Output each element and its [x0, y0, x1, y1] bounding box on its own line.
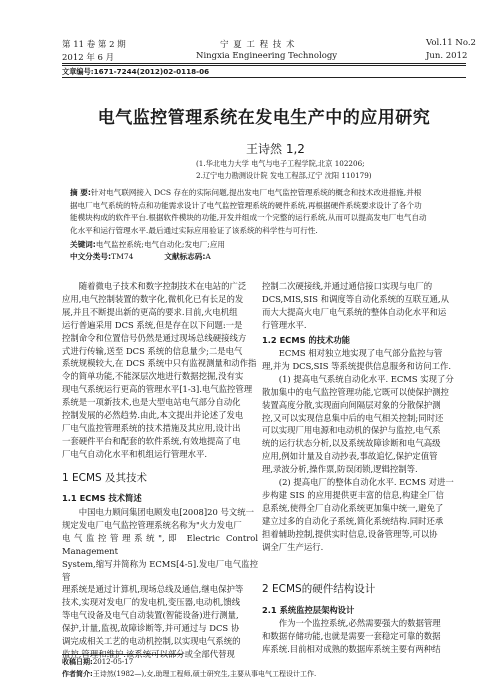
text-line: 作为一个监控系统,必然需要强大的数据管理 — [278, 618, 441, 628]
affiliation-2: 2.辽宁电力勘测设计院 发电工程部,辽宁 沈阳 110179) — [196, 171, 372, 180]
section-1-heading: 1 ECMS 及其技术 — [62, 472, 148, 484]
text-line: 控制二次硬接线,并通过通信接口实现与电厂的 — [262, 281, 433, 291]
footnote-author — [62, 669, 316, 679]
text-line: 散加集中的电气监控管理功能,它既可以使保护测控 — [262, 386, 449, 397]
left-column-intro — [62, 280, 258, 461]
text-line: 等电气设备及电气自动装置(智能设备)进行测量, — [62, 610, 239, 621]
keywords-label: 关键词: — [70, 240, 96, 249]
text-line: 建立过多的自动化子系统,简化系统结构.同时还承 — [262, 515, 444, 526]
text-line: 随着微电子技术和数字控制技术在电站的广泛 — [78, 281, 247, 291]
left-column-section-1-1 — [62, 506, 258, 661]
received-label: 收稿日期: — [62, 658, 93, 666]
footnote-received — [62, 657, 133, 667]
text-line: 而大大提高火电厂电气系统的整体自动化水平和运 — [262, 306, 447, 317]
header-journal-name: 宁 夏 工 程 技 术 — [220, 40, 296, 50]
text-line: 厂电气监控管理系统的技术措施及其应用,设计出 — [62, 422, 241, 433]
text-line: 可以实现厂用电源和电动机的保护与监控,电气系 — [262, 425, 441, 436]
text-line: 控制命令和位置信号仍然是通过现场总线硬接线方 — [62, 332, 247, 343]
text-line: 控制发展的必然趋势.由此,本文提出并论述了发电 — [62, 410, 244, 421]
article-number: 文章编号:1671-7244(2012)02-0118-06 — [62, 67, 210, 76]
text-line: DCS,MIS,SIS 和调度等自动化系统的互联互通,从 — [262, 293, 449, 304]
text-line: 监控,管理和维护.该系统可以部分或全部代替现 — [62, 648, 235, 659]
text-line: 保护,计量,监视,故障诊断等,并可通过与 DCS 协 — [62, 623, 240, 634]
text-line: 应用,电气控制装置的数字化,微机化已有长足的发 — [62, 293, 244, 304]
paper-title: 电气监控管理系统在发电生产中的应用研究 — [97, 108, 431, 128]
section-1-1-heading: 1.1 ECMS 技术简述 — [62, 493, 142, 503]
classification-label: 中文分类号: — [70, 252, 112, 261]
text-line: 步构建 SIS 的应用提供更丰富的信息,构建全厂信 — [262, 489, 444, 500]
text-line: 库系统.目前相对成熟的数据库系统主要有两种结 — [262, 643, 441, 654]
abstract-line: 化水平和运行管理水平.最后通过实际应用验证了该系统的科学性与可行性. — [70, 225, 318, 235]
header-volume-en: Vol.11 No.2 — [426, 38, 476, 48]
text-line: 展,并且不断提出新的更高的要求.目前,火电机组 — [62, 306, 238, 317]
right-column-section-1-2 — [262, 347, 466, 554]
text-line: System,缩写并简称为 ECMS[4-5].发电厂电气监控管 — [62, 558, 258, 582]
text-line: 厂电气自动化水平和机组运行管理水平. — [62, 448, 208, 459]
right-column-continuation — [262, 280, 466, 332]
text-line: 控,又可以实现信息集中后的电气相关控制;同时还 — [262, 412, 444, 423]
keywords-line — [70, 239, 225, 250]
abstract-label: 摘 要: — [70, 188, 91, 197]
header-date: 2012 年 6 月 — [62, 53, 115, 63]
text-line: 系统是一项新技术,也是大型电站电气部分自动化 — [62, 397, 241, 408]
text-line: 令的简单功能,不能深层次地进行数据挖掘,没有实 — [62, 371, 244, 382]
right-column-section-2-1 — [262, 617, 466, 656]
text-line: 现电气系统运行更高的管理水平[1-3].电气监控管理 — [62, 384, 253, 395]
abstract-line: 能模块构成的软件平台.根据软件模块的功能,开发并组成一个完整的运行系统,从而可以提高发电厂电气自动 — [70, 213, 427, 223]
text-line: ECMS 相对独立地实现了电气部分监控与管 — [278, 348, 443, 358]
text-line: 担着辅助控制,提供实时信息,设备管理等,可以协 — [262, 528, 438, 539]
received-date: 2012-05-17 — [92, 658, 134, 666]
classification-value: TM74 — [111, 252, 134, 261]
keywords-text: 电气监控系统;电气自动化;发电厂;应用 — [95, 240, 226, 249]
text-line: 和数据存储功能,也就是需要一套稳定可靠的数据 — [262, 630, 441, 641]
text-line: 理,并为 DCS,SIS 等系统提供信息服务和访问工作. — [262, 360, 452, 371]
abstract-line: 据电厂电气系统的特点和功能需求设计了电气监控管理系统的硬件系统,再根据硬件系统要求设计了各个功 — [70, 200, 422, 210]
abstract-block — [70, 187, 466, 237]
text-line: 应用,例如计量及自动抄表,事故追忆,保护定值管 — [262, 451, 438, 462]
text-line: 统的运行状态分析,以及系统故障诊断和电气高级 — [262, 438, 441, 449]
author-bio: 王诗然(1982—),女,助理工程师,硕士研究生,主要从事电气工程设计工作. — [92, 670, 317, 678]
header-rule-double — [62, 65, 466, 66]
author-bio-label: 作者简介: — [62, 670, 93, 678]
text-line: 中国电力顾问集团电顾发电[2008]20 号文统一 — [78, 507, 254, 517]
affiliation-1: (1.华北电力大学 电气与电子工程学院,北京 102206; — [196, 159, 365, 168]
text-line: 装置高度分散,实现面向间隔层对象的分散保护测 — [262, 399, 441, 410]
document-code-label: 文献标志码: — [164, 252, 206, 261]
text-line: 规定发电厂电气监控管理系统名称为"火力发电厂 — [62, 519, 242, 530]
header-volume: 第 11 卷 第 2 期 — [62, 40, 126, 50]
text-line: 一套硬件平台和配套的软件系统,有效地提高了电 — [62, 435, 241, 446]
text-line: 理系统是通过计算机,现场总线及通信,继电保护等 — [62, 584, 244, 595]
text-line: 息系统,使得全厂自动化系统更加集中统一,避免了 — [262, 502, 444, 513]
text-line: 系统规模较大,在 DCS 系统中只有监视测量和动作指 — [62, 358, 257, 369]
text-line: 式进行传输,送至 DCS 系统的信息量少;二是电气 — [62, 345, 243, 356]
section-2-1-heading: 2.1 系统监控层架构设计 — [262, 605, 355, 615]
section-2-heading: 2 ECMS的硬件结构设计 — [262, 583, 376, 595]
document-code-value: A — [205, 252, 211, 261]
text-line: 调全厂生产运行. — [262, 541, 324, 552]
abstract-line: 针对电气联网接入 DCS 存在的实际问题,提出发电厂电气监控管理系统的概念和技术改进措施,并根 — [90, 188, 422, 197]
text-line: 理,录波分析,操作票,防误闭锁,逻辑控制等. — [262, 464, 418, 475]
classification-line — [70, 251, 211, 262]
text-line: (1) 提高电气系统自动化水平. ECMS 实现了分 — [278, 373, 454, 384]
section-1-2-heading: 1.2 ECMS 的技术功能 — [262, 335, 350, 345]
frontmatter-rule — [62, 77, 466, 78]
author-name: 王诗然 1,2 — [246, 142, 305, 156]
header-rule — [62, 63, 466, 64]
footnote-rule — [62, 654, 182, 655]
text-line: 行管理水平. — [262, 319, 307, 330]
text-line: 调完成相关工艺的电动机控制,以实现电气系统的 — [62, 636, 241, 647]
text-line: 运行普遍采用 DCS 系统,但是存在以下问题:一是 — [62, 319, 243, 330]
text-line: 技术,实现对发电厂的发电机,变压器,电动机,馈线 — [62, 597, 241, 608]
text-line: (2) 提高电厂的整体自动化水平. ECMS 对进一 — [278, 477, 454, 488]
header-journal-name-en: Ningxia Engineering Technology — [196, 51, 338, 61]
header-date-en: Jun. 2012 — [426, 51, 468, 61]
text-line: 电气监控管理系统",即 Electric Control Management — [62, 532, 258, 556]
